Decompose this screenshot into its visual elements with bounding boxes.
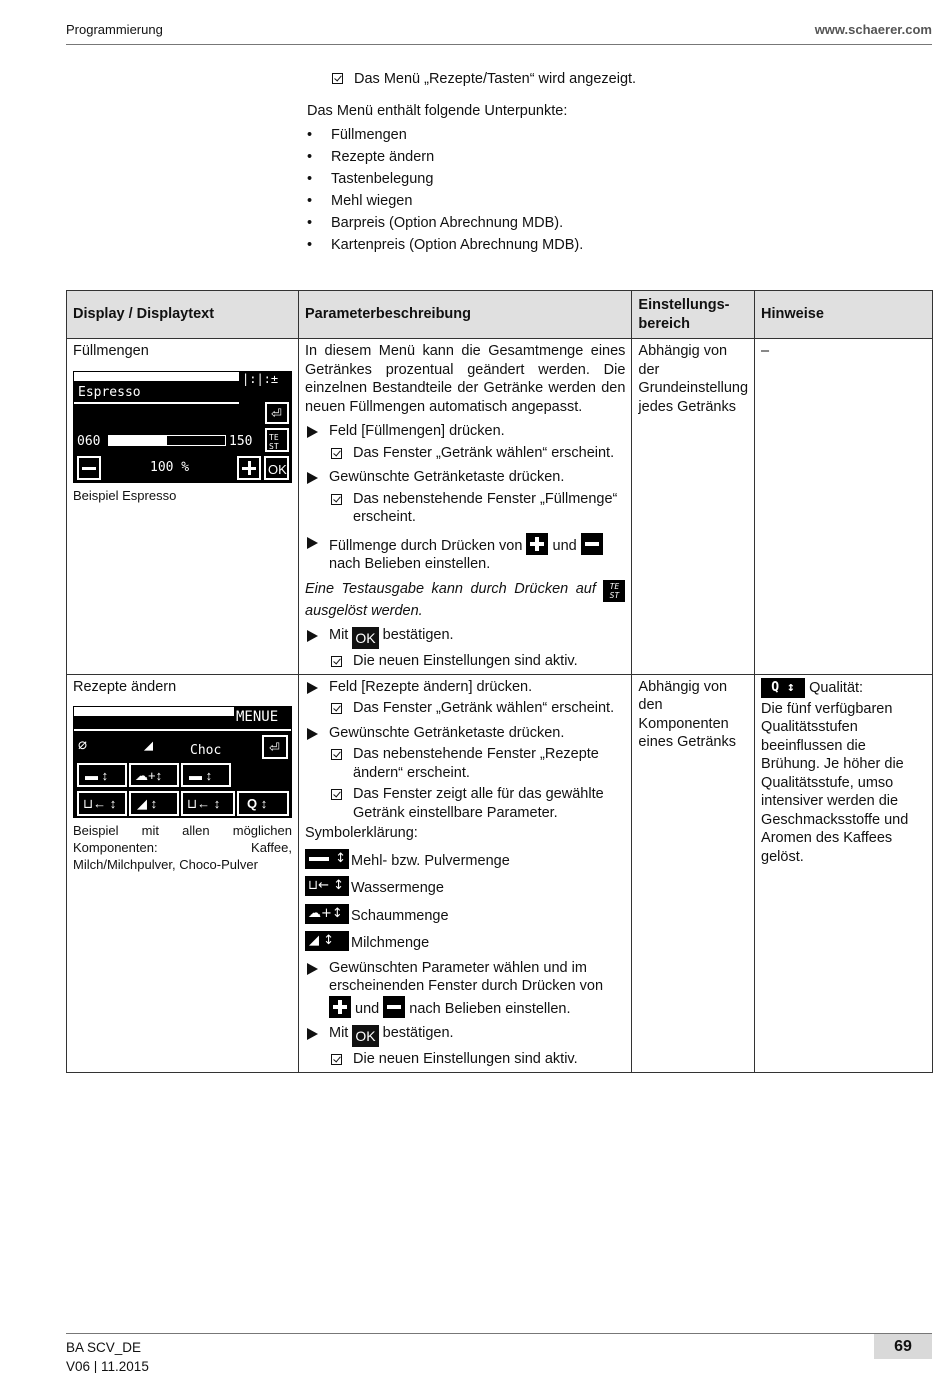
- cell-display: [67, 339, 299, 675]
- water-amount-button[interactable]: ⊔← ↕: [77, 791, 127, 816]
- powder-amount-button[interactable]: ▬ ↕: [181, 763, 231, 787]
- cell-range: Abhängig von der Grundeinstellung jedes Getränks: [632, 339, 755, 675]
- step-item: Gewünschte Getränketaste drücken.: [305, 468, 625, 487]
- intro-block: [307, 68, 907, 256]
- page-number: 69: [874, 1334, 932, 1359]
- lcd-percent: 100 %: [150, 459, 190, 475]
- result-item: Das Fenster „Getränk wählen“ erscheint.: [305, 444, 625, 463]
- quality-icon: Q ↕: [761, 678, 805, 698]
- page-footer: [66, 1333, 932, 1373]
- step-item: Feld [Füllmengen] drücken.: [305, 422, 625, 441]
- lcd-caption: Beispiel mit allen möglichen Komponenten: Kaffee, Milch/Milchpulver, Choco-Pulver: [73, 823, 292, 872]
- legend-item: ↕ Mehl- bzw. Pulvermenge: [305, 849, 625, 871]
- legend-item: ◢ ↕ Milchmenge: [305, 931, 625, 953]
- lcd-min: 060: [77, 433, 101, 449]
- water-amount-button[interactable]: ⊔← ↕: [181, 791, 235, 816]
- table-row: [67, 674, 933, 1072]
- ok-icon: OK: [352, 627, 378, 649]
- lcd-menu-title: MENUE: [236, 709, 279, 725]
- legend-title: Symbolerklärung:: [305, 825, 418, 841]
- back-icon[interactable]: ⏎: [265, 402, 289, 424]
- parameter-table: [66, 290, 933, 1073]
- legend-item: ☁+↕ Schaummenge: [305, 904, 625, 926]
- step-item: Gewünschten Parameter wählen und im erscheinenden Fenster durch Drücken von und nach Belieben einstellen.: [305, 959, 625, 1019]
- step-item: Mit OK bestätigen.: [305, 1024, 625, 1047]
- legend-item: ⊔← ↕ Wassermenge: [305, 876, 625, 898]
- quality-hint-title: Q ↕ Qualität:: [761, 678, 926, 698]
- powder-icon: ↕: [305, 849, 349, 869]
- step-item: Feld [Rezepte ändern] drücken.: [305, 678, 625, 697]
- page-header: [66, 20, 932, 45]
- list-item: • Tastenbelegung: [307, 168, 907, 190]
- list-item: • Mehl wiegen: [307, 190, 907, 212]
- quality-button[interactable]: Q ↕: [237, 791, 289, 816]
- result-item: Das Fenster zeigt alle für das gewählte Getränk einstellbare Parameter.: [305, 785, 625, 822]
- water-icon: ⊔← ↕: [305, 876, 349, 896]
- plus-icon: [329, 996, 351, 1018]
- intro-lead: Das Menü enthält folgende Unterpunkte:: [307, 103, 568, 119]
- cell-description: [299, 339, 632, 675]
- cell-hint: [755, 674, 933, 1072]
- lcd-caption: Beispiel Espresso: [73, 487, 177, 503]
- checkbox-icon: [332, 73, 343, 84]
- lcd-fillamount-screen: [73, 371, 292, 483]
- cell-description: [299, 674, 632, 1072]
- submenu-list: [307, 124, 907, 256]
- cell-range: Abhängig von den Komponenten eines Getränks: [632, 674, 755, 1072]
- milk-icon: ◢: [144, 736, 154, 754]
- test-icon: TE ST: [603, 580, 625, 602]
- foam-amount-button[interactable]: ☁+↕: [129, 763, 179, 787]
- cell-display: [67, 674, 299, 1072]
- col-description: Parameterbeschreibung: [299, 291, 632, 339]
- plus-icon: [526, 533, 548, 555]
- list-item: • Kartenpreis (Option Abrechnung MDB).: [307, 234, 907, 256]
- intro-confirmation: Das Menü „Rezepte/Tasten“ wird angezeigt.: [307, 68, 907, 90]
- table-header-row: [67, 291, 933, 339]
- lcd-choc: Choc: [190, 743, 222, 758]
- step-item: Füllmenge durch Drücken von und nach Belieben einstellen.: [305, 533, 625, 574]
- col-range: Einstellungs-bereich: [632, 291, 755, 339]
- col-display: Display / Displaytext: [67, 291, 299, 339]
- header-section: Programmierung: [66, 22, 163, 37]
- lcd-title: Espresso: [78, 384, 141, 400]
- cell-hint: –: [755, 339, 933, 675]
- ok-icon: OK: [352, 1025, 378, 1047]
- result-item: Die neuen Einstellungen sind aktiv.: [305, 1050, 625, 1069]
- step-item: Mit OK bestätigen.: [305, 626, 625, 649]
- foam-icon: ☁+↕: [305, 904, 349, 924]
- plus-button[interactable]: [237, 456, 261, 480]
- quality-hint-text: Die fünf verfügbaren Qualitätsstufen beeinflussen die Brühung. Je höher die Qualitätsstufe, umso intensiver werden die Geschmacksstoffe und Aromen des Kaffees gelöst.: [761, 700, 909, 865]
- test-note: Eine Testausgabe kann durch Drücken auf TE ST ausgelöst werden.: [305, 580, 625, 621]
- minus-button[interactable]: [77, 456, 101, 480]
- result-item: Das nebenstehende Fenster „Rezepte ändern“ erscheint.: [305, 745, 625, 782]
- list-item: • Rezepte ändern: [307, 146, 907, 168]
- fill-slider[interactable]: [108, 435, 226, 446]
- row-title: Rezepte ändern: [73, 678, 177, 695]
- result-item: Die neuen Einstellungen sind aktiv.: [305, 652, 625, 671]
- lcd-max: 150: [229, 433, 253, 449]
- back-icon[interactable]: ⏎: [262, 735, 288, 759]
- row-title: Füllmengen: [73, 343, 149, 359]
- list-item: • Füllmengen: [307, 124, 907, 146]
- milk-amount-button[interactable]: ◢ ↕: [129, 791, 179, 816]
- table-row: [67, 339, 933, 675]
- test-icon[interactable]: TE ST: [265, 428, 289, 452]
- powder-amount-button[interactable]: ▬ ↕: [77, 763, 127, 787]
- settings-icon: |:|:±: [242, 371, 279, 386]
- result-item: Das nebenstehende Fenster „Füllmenge“ erscheint.: [305, 490, 625, 527]
- coffee-bean-icon: ∅: [78, 736, 88, 754]
- lcd-recipe-screen: [73, 706, 292, 818]
- description-text: In diesem Menü kann die Gesamtmenge eines Getränkes prozentual geändert werden. Die einzelnen Bestandteile der Getränke werden den neuen Füllmengen automatisch angepasst.: [305, 343, 626, 415]
- col-hints: Hinweise: [755, 291, 933, 339]
- footer-doc: BA SCV_DE V06 | 11.2015: [66, 1340, 149, 1373]
- minus-icon: [383, 996, 405, 1018]
- minus-icon: [581, 533, 603, 555]
- result-item: Das Fenster „Getränk wählen“ erscheint.: [305, 699, 625, 718]
- header-website: www.schaerer.com: [814, 22, 932, 37]
- ok-button[interactable]: OK: [264, 456, 289, 480]
- step-item: Gewünschte Getränketaste drücken.: [305, 724, 625, 743]
- milk-icon: ◢ ↕: [305, 931, 349, 951]
- list-item: • Barpreis (Option Abrechnung MDB).: [307, 212, 907, 234]
